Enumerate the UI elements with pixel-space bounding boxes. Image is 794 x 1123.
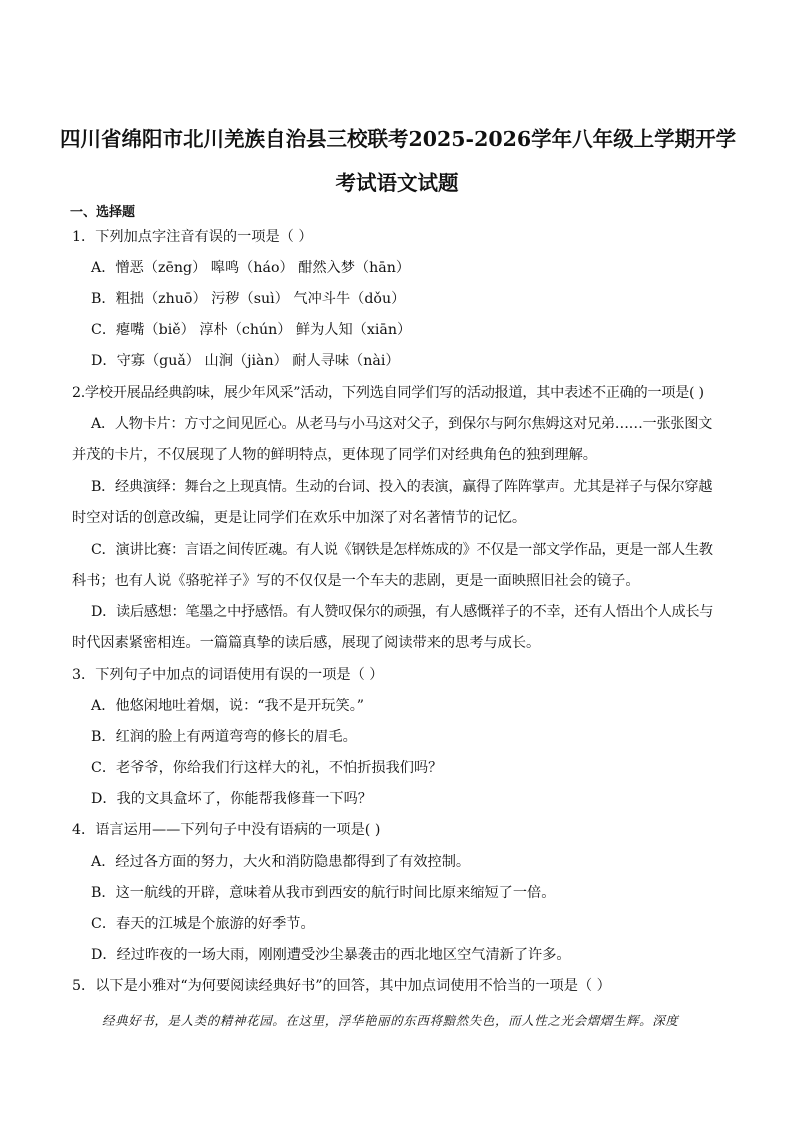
question-3-stem: 3．下列句子中加点的词语使用有误的一项是（ ） bbox=[72, 667, 384, 683]
question-3-option-a: A．他悠闲地吐着烟，说：“我不是开玩笑。” bbox=[91, 698, 365, 714]
question-2-option-b-line-2: 时空对话的创意改编，更是让同学们在欢乐中加深了对名著情节的记忆。 bbox=[72, 510, 527, 526]
question-4-option-b: B．这一航线的开辟，意味着从我市到西安的航行时间比原来缩短了一倍。 bbox=[91, 885, 556, 901]
question-3-option-c: C．老爷爷，你给我们行这样大的礼，不怕折损我们吗？ bbox=[91, 760, 443, 776]
page-title-line-2: 考试语文试题 bbox=[335, 171, 459, 195]
question-2-option-d-line-2: 时代因素紧密相连。一篇篇真挚的读后感，展现了阅读带来的思考与成长。 bbox=[72, 635, 541, 651]
question-3-option-b: B．红润的脸上有两道弯弯的修长的眉毛。 bbox=[91, 729, 357, 745]
question-2-option-c-line-1: C．演讲比赛：言语之间传匠魂。有人说《钢铁是怎样炼成的》不仅是一部文学作品，更是一部人生教 bbox=[91, 542, 713, 558]
question-1-option-b: B．粗拙（zhuō） 污秽（suì） 气冲斗牛（dǒu） bbox=[91, 291, 406, 307]
question-1-stem: 1．下列加点字注音有误的一项是（ ） bbox=[72, 229, 313, 245]
question-4-option-c: C．春天的江城是个旅游的好季节。 bbox=[91, 916, 315, 932]
question-4-option-d: D．经过昨夜的一场大雨，刚刚遭受沙尘暴袭击的西北地区空气清新了许多。 bbox=[91, 947, 571, 963]
question-1-option-c: C．瘪嘴（biě） 淳朴（chún） 鲜为人知（xiān） bbox=[91, 322, 412, 338]
question-2-option-a-line-2: 并茂的卡片，不仅展现了人物的鲜明特点，更体现了同学们对经典角色的独到理解。 bbox=[72, 447, 597, 463]
question-4-option-a: A．经过各方面的努力，大火和消防隐患都得到了有效控制。 bbox=[91, 854, 471, 870]
page-title-line-1: 四川省绵阳市北川羌族自治县三校联考2025-2026学年八年级上学期开学 bbox=[60, 127, 737, 151]
question-2-option-a-line-1: A．人物卡片：方寸之间见匠心。从老马与小马这对父子，到保尔与阿尔焦姆这对兄弟……一张张图文 bbox=[91, 416, 712, 432]
section-heading: 一、选择题 bbox=[70, 205, 136, 220]
question-1-option-d: D．守寡（guǎ） 山涧（jiàn） 耐人寻味（nài） bbox=[91, 353, 400, 369]
question-2-option-d-line-1: D．读后感想：笔墨之中抒感悟。有人赞叹保尔的顽强，有人感慨祥子的不幸，还有人悟出个人成长与 bbox=[91, 604, 714, 620]
question-2-option-c-line-2: 科书；也有人说《骆驼祥子》写的不仅仅是一个车夫的悲剧，更是一面映照旧社会的镜子。 bbox=[72, 573, 640, 589]
question-4-stem: 4．语言运用——下列句子中没有语病的一项是( ) bbox=[72, 822, 381, 838]
question-5-stem: 5．以下是小雅对“为何要阅读经典好书”的回答，其中加点词使用不恰当的一项是（ ） bbox=[72, 978, 611, 994]
question-2-stem: 2.学校开展品经典韵味，展少年风采”活动，下列选自同学们写的活动报道，其中表述不正确的一项是( ) bbox=[72, 385, 704, 401]
question-5-passage: 经典好书，是人类的精神花园。在这里，浮华艳丽的东西将黯然失色，而人性之光会熠熠生辉。深度 bbox=[102, 1013, 679, 1028]
question-2-option-b-line-1: B．经典演绎：舞台之上现真情。生动的台词、投入的表演，赢得了阵阵掌声。尤其是祥子与保尔穿越 bbox=[91, 479, 713, 495]
question-1-option-a: A．憎恶（zēng） 嗥鸣（háo） 酣然入梦（hān） bbox=[91, 260, 411, 276]
question-3-option-d: D．我的文具盒坏了，你能帮我修葺一下吗？ bbox=[91, 791, 372, 807]
